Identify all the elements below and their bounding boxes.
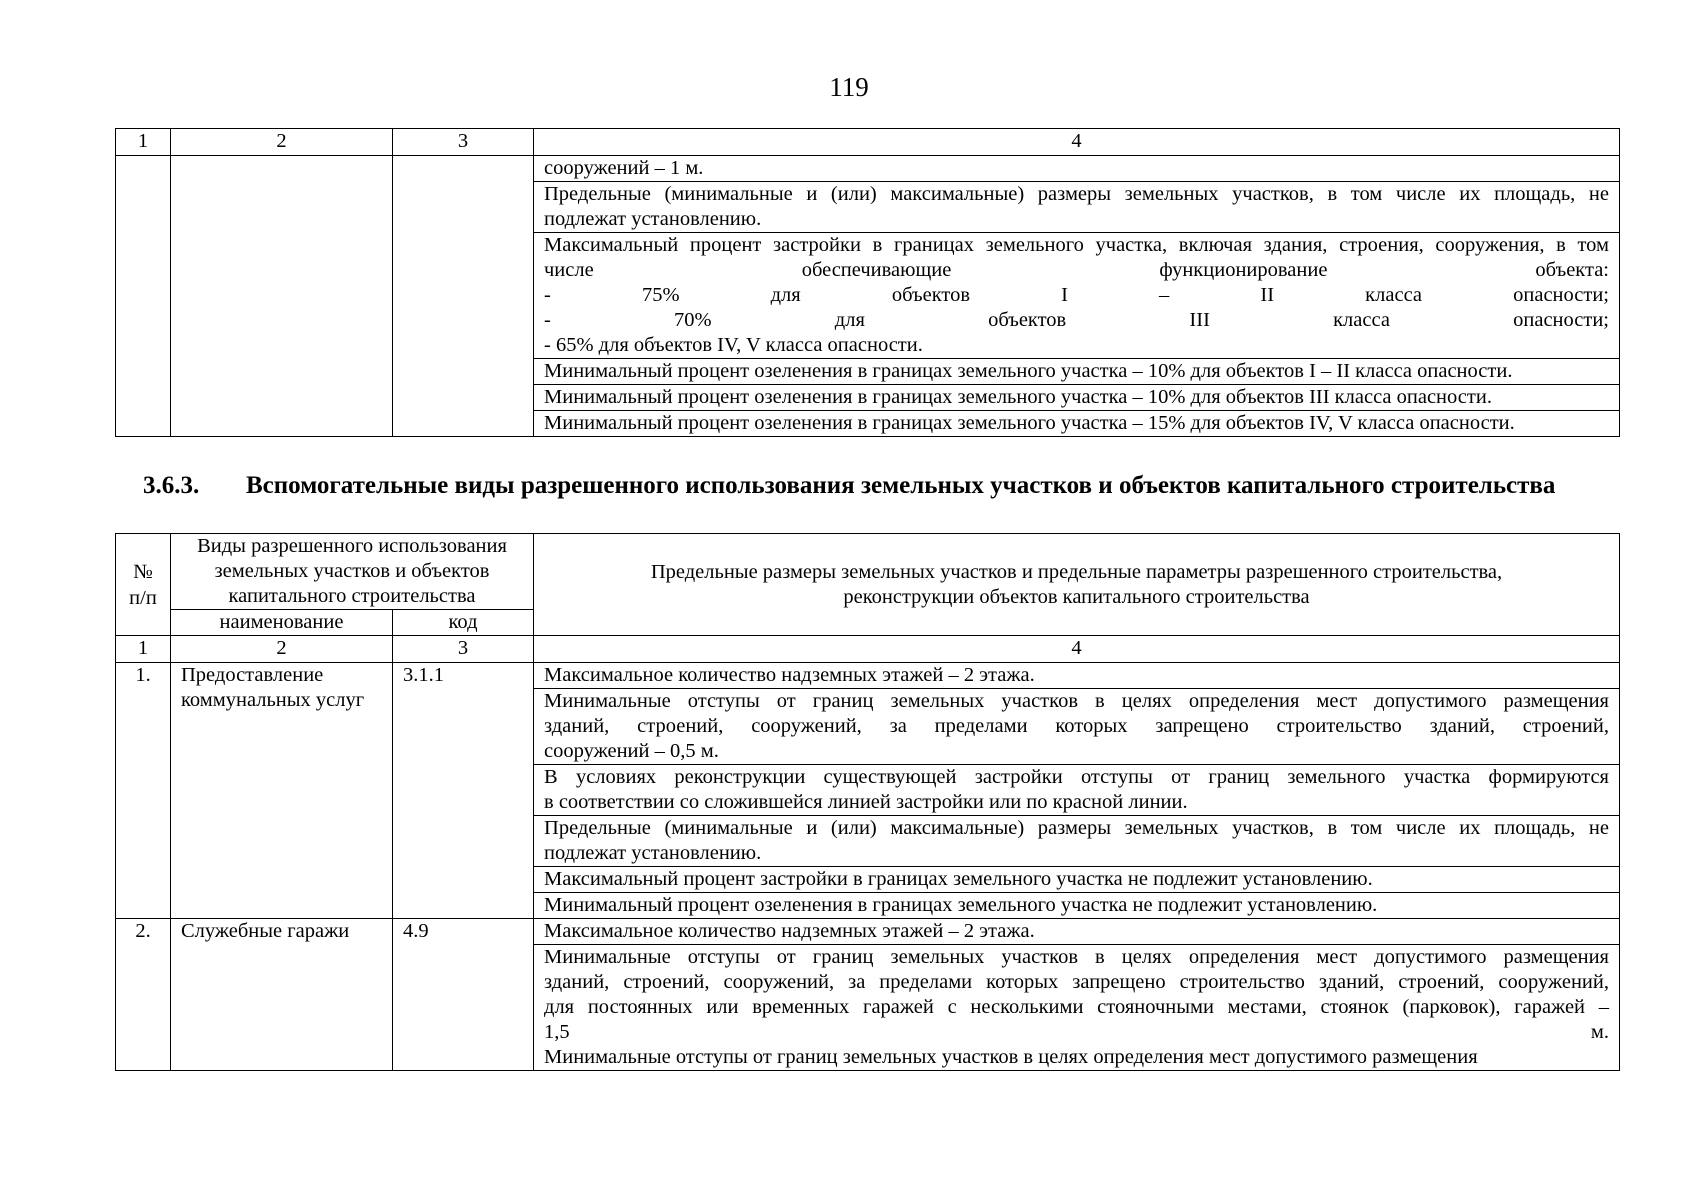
- cell-text-line: Максимальный процент застройки в границах земельного участка не подлежит установлению.: [544, 868, 1373, 890]
- cell-text-line: Предельные (минимальные и (или) максимальные) размеры земельных участков, в том числе их площадь, не: [544, 817, 1609, 839]
- param-cell: [534, 233, 1620, 359]
- param-cell: [534, 867, 1620, 893]
- param-cell: [534, 385, 1620, 411]
- section-title: Вспомогательные виды разрешенного использования земельных участков и объектов капитального строительства: [246, 472, 1556, 499]
- column-index: 3: [393, 636, 534, 663]
- cell-text-line: Минимальный процент озеленения в границах земельного участка – 10% для объектов I – II класса опасности.: [544, 360, 1513, 382]
- cell-text-line: подлежат установлению.: [544, 842, 762, 864]
- param-cell: [534, 765, 1620, 816]
- row-number: 2.: [116, 919, 171, 1071]
- empty-num-cell: [116, 156, 171, 437]
- cell-text-line: В условиях реконструкции существующей застройки отступы от границ земельного участка формируются: [544, 766, 1609, 788]
- cell-text-line: Максимальное количество надземных этажей – 2 этажа.: [544, 920, 1035, 942]
- column-index-row: [116, 636, 1620, 663]
- cell-text-line: для постоянных или временных гаражей с несколькими стояночными местами, стоянок (парковок), гаражей –: [544, 996, 1609, 1018]
- header-types-line: капитального строительства: [228, 585, 476, 607]
- cell-text-line: числе обеспечивающие функционирование объекта:: [544, 259, 1609, 281]
- cell-text-line: Минимальные отступы от границ земельных участков в целях определения мест допустимого размещения: [544, 946, 1609, 968]
- column-index: 3: [393, 129, 534, 156]
- column-index: 1: [116, 129, 171, 156]
- column-index: 4: [534, 636, 1620, 663]
- cell-text-line: Минимальные отступы от границ земельных участков в целях определения мест допустимого размещения: [544, 1046, 1478, 1068]
- use-name: Предоставление коммунальных услуг: [171, 663, 393, 919]
- param-cell: [534, 359, 1620, 385]
- header-types: [171, 534, 534, 610]
- cell-text-line: сооружений – 0,5 м.: [544, 740, 719, 762]
- param-cell: [534, 919, 1620, 945]
- empty-name-cell: [171, 156, 393, 437]
- header-types-line: земельных участков и объектов: [214, 560, 490, 582]
- cell-text-line: - 65% для объектов IV, V класса опасности.: [544, 334, 923, 356]
- cell-text-line: Минимальный процент озеленения в границах земельного участка не подлежит установлению.: [544, 894, 1378, 916]
- param-cell: [534, 182, 1620, 233]
- header-params: [534, 534, 1620, 636]
- param-cell: [534, 156, 1620, 182]
- param-cell: [534, 945, 1620, 1071]
- use-code: 4.9: [393, 919, 534, 1071]
- cell-text-line: Предельные (минимальные и (или) максимальные) размеры земельных участков, в том числе их площадь, не: [544, 183, 1609, 205]
- cell-text-line: Максимальное количество надземных этажей – 2 этажа.: [544, 664, 1035, 686]
- header-num-label: № п/п: [129, 560, 157, 609]
- cell-text-line: сооружений – 1 м.: [544, 157, 704, 179]
- param-cell: [534, 893, 1620, 919]
- page-number: 119: [829, 72, 869, 102]
- table-row: [116, 156, 1620, 182]
- auxiliary-uses-table: [115, 533, 1620, 1071]
- header-code: код: [393, 610, 534, 636]
- section-number: 3.6.3.: [143, 472, 200, 499]
- column-index: 1: [116, 636, 171, 663]
- param-cell: [534, 411, 1620, 437]
- column-index: 2: [171, 636, 393, 663]
- cell-text-line: 1,5 м.: [544, 1021, 1609, 1043]
- column-index: 4: [534, 129, 1620, 156]
- header-num: [116, 534, 171, 636]
- param-cell: [534, 663, 1620, 689]
- cell-text-line: в соответствии со сложившейся линией застройки или по красной линии.: [544, 791, 1188, 813]
- row-number: 1.: [116, 663, 171, 919]
- param-cell: [534, 689, 1620, 765]
- table-row: [116, 919, 1620, 945]
- cell-text-line: - 75% для объектов I – II класса опасности;: [544, 284, 1609, 306]
- param-cell: [534, 816, 1620, 867]
- cell-text-line: Минимальный процент озеленения в границах земельного участка – 15% для объектов IV, V класса опасности.: [544, 412, 1515, 434]
- cell-text-line: Максимальный процент застройки в границах земельного участка, включая здания, строения, сооружения, в том: [544, 234, 1609, 256]
- use-name: Служебные гаражи: [171, 919, 393, 1071]
- column-index-row: [116, 129, 1620, 156]
- header-params-line: Предельные размеры земельных участков и предельные параметры разрешенного строительства,: [650, 560, 1503, 583]
- use-code: 3.1.1: [393, 663, 534, 919]
- cell-text-line: зданий, строений, сооружений, за пределами которых запрещено строительство зданий, строений, сооружений,: [544, 971, 1609, 993]
- header-name: наименование: [171, 610, 393, 636]
- cell-text-line: зданий, строений, сооружений, за пределами которых запрещено строительство зданий, строений,: [544, 715, 1609, 737]
- header-types-line: Виды разрешенного использования: [197, 535, 507, 557]
- table-header-row: [116, 534, 1620, 610]
- empty-code-cell: [393, 156, 534, 437]
- cell-text-line: подлежат установлению.: [544, 208, 762, 230]
- cell-text-line: Минимальные отступы от границ земельных участков в целях определения мест допустимого размещения: [544, 690, 1609, 712]
- table-row: [116, 663, 1620, 689]
- header-params-line: реконструкции объектов капитального строительства: [843, 585, 1310, 608]
- cell-text-line: Минимальный процент озеленения в границах земельного участка – 10% для объектов III класса опасности.: [544, 386, 1492, 408]
- continuation-table: [115, 128, 1620, 437]
- cell-text-line: - 70% для объектов III класса опасности;: [544, 309, 1609, 331]
- column-index: 2: [171, 129, 393, 156]
